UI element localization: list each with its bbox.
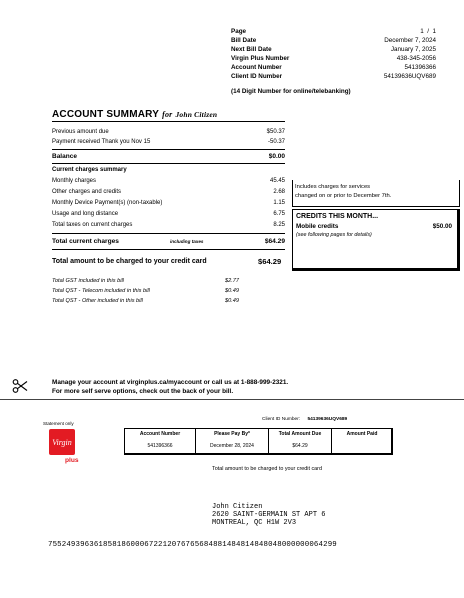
current-charges-heading — [52, 166, 285, 175]
charged-line — [52, 256, 285, 268]
current-heading-label: Current charges summary — [52, 167, 127, 173]
qst-telecom-label: Total QST - Telecom included in this bill — [52, 288, 150, 294]
includes-box-left-edge — [292, 180, 293, 207]
previous-due-value: $50.37 — [266, 129, 285, 135]
bill-date-value: December 7, 2024 — [384, 37, 436, 44]
credits-title: CREDITS THIS MONTH... — [296, 213, 379, 220]
next-bill-date-value: January 7, 2025 — [390, 46, 436, 53]
address-name: John Citizen — [212, 503, 263, 511]
page-row — [231, 27, 436, 36]
balance-line — [52, 152, 285, 161]
stub-account-label: Account Number — [139, 431, 181, 437]
gst-line — [52, 276, 242, 286]
account-number-value: 541396366 — [404, 64, 436, 71]
includes-charges-text — [295, 183, 459, 201]
device-payment-line — [52, 199, 285, 208]
stub-pay-by-value: December 28, 2024 — [210, 443, 254, 449]
total-current-label: Total current charges — [52, 238, 119, 245]
stub-charged-note: Total amount to be charged to your credit card — [212, 466, 322, 472]
client-id-value: 54139636UQV689 — [383, 73, 436, 80]
usage-label: Usage and long distance — [52, 211, 119, 217]
mobile-credits-label: Mobile credits — [296, 223, 339, 230]
other-charges-line — [52, 188, 285, 197]
manage-account-text — [52, 378, 288, 396]
statement-only-label: Statement only — [43, 421, 74, 426]
stub-col-total-due — [269, 429, 331, 453]
monthly-label: Monthly charges — [52, 178, 97, 184]
payment-line — [52, 138, 285, 147]
see-following-note: (see following pages for details) — [296, 232, 372, 238]
brand-wordmark: Virgin — [52, 438, 72, 447]
previous-due-label: Previous amount due — [52, 129, 109, 135]
device-label: Monthly Device Payment(s) (non-taxable) — [52, 200, 163, 206]
qst-other-label: Total QST - Other included in this bill — [52, 298, 143, 304]
taxes-label: Total taxes on current charges — [52, 222, 133, 228]
page-value: 1 / 1 — [420, 28, 436, 35]
for-label: for — [162, 110, 173, 119]
tear-line — [0, 399, 464, 400]
account-number-row — [231, 63, 436, 72]
manage-line-2: For more self serve options, check out the back of your bill. — [52, 388, 234, 395]
virgin-logo — [49, 429, 75, 455]
previous-due-line — [52, 128, 285, 137]
current-rule-top — [52, 233, 285, 234]
title-rule — [52, 121, 285, 122]
account-summary-title — [52, 109, 217, 120]
taxes-value: 8.25 — [273, 222, 285, 228]
client-id-label: Client ID Number — [231, 73, 283, 80]
stub-pay-by-label: Please Pay By* — [214, 431, 250, 437]
phone-number-row — [231, 54, 436, 63]
client-id-note: (14 Digit Number for online/telebanking) — [231, 88, 351, 95]
payment-value: -50.37 — [267, 139, 285, 145]
usage-value: 6.75 — [273, 211, 285, 217]
other-label: Other charges and credits — [52, 189, 122, 195]
payment-label: Payment received Thank you Nov 15 — [52, 139, 151, 145]
charged-label: Total amount to be charged to your credit card — [52, 258, 207, 265]
taxes-line — [52, 221, 285, 230]
phone-number-label: Virgin Plus Number — [231, 55, 290, 62]
account-number-label: Account Number — [231, 64, 282, 71]
qst-other-value: $0.49 — [225, 298, 239, 304]
payment-stub-table — [124, 428, 393, 455]
monthly-value: 45.45 — [269, 178, 285, 184]
balance-value: $0.00 — [268, 153, 285, 160]
includes-line-2: changed on or prior to December 7th. — [295, 193, 392, 199]
stub-client-id — [262, 417, 347, 422]
plus-wordmark: plus — [65, 457, 79, 464]
balance-rule-bottom — [52, 163, 285, 164]
summary-heading: ACCOUNT SUMMARY — [52, 109, 160, 120]
scissors-icon — [12, 378, 28, 394]
total-current-line — [52, 237, 285, 247]
next-bill-date-label: Next Bill Date — [231, 46, 272, 53]
monthly-charges-line — [52, 177, 285, 186]
address-line-1: 2620 SAINT-GERMAIN ST APT 6 — [212, 511, 326, 519]
stub-client-id-label: Client ID Number: — [262, 417, 301, 422]
device-value: 1.15 — [273, 200, 285, 206]
stub-account-value: 541396366 — [147, 443, 173, 449]
qst-other-line — [52, 296, 242, 306]
includes-line-1: Includes charges for services — [295, 184, 371, 190]
qst-telecom-value: $0.49 — [225, 288, 239, 294]
stub-total-due-value: $64.29 — [292, 443, 308, 449]
qst-telecom-line — [52, 286, 242, 296]
stub-amount-paid-label: Amount Paid — [346, 431, 378, 437]
other-value: 2.68 — [273, 189, 285, 195]
charged-value: $64.29 — [258, 257, 282, 266]
manage-line-1: Manage your account at virginplus.ca/myaccount or call us at 1-888-999-2321. — [52, 379, 289, 386]
stub-col-account — [125, 429, 195, 453]
credits-box — [292, 209, 460, 271]
stub-col-amount-paid[interactable] — [332, 429, 392, 453]
page-label: Page — [231, 28, 247, 35]
balance-rule-top — [52, 149, 285, 150]
address-line-2: MONTREAL, QC H1W 2V3 — [212, 519, 297, 527]
mobile-credits-value: $50.00 — [432, 223, 452, 230]
bill-date-label: Bill Date — [231, 37, 257, 44]
total-current-value: $64.29 — [264, 238, 285, 245]
balance-label: Balance — [52, 153, 77, 160]
gst-label: Total GST included in this bill — [52, 278, 124, 284]
stub-col-pay-by — [196, 429, 268, 453]
stub-total-due-label: Total Amount Due — [278, 431, 322, 437]
including-taxes-label: including taxes — [170, 239, 204, 244]
next-bill-date-row — [231, 45, 436, 54]
mailing-address — [212, 503, 325, 527]
gst-value: $2.77 — [225, 278, 239, 284]
micr-line: 755249396361858186000672212076765684881484814848048000000064299 — [48, 541, 337, 549]
stub-client-id-value: 54139636UQV689 — [307, 417, 348, 422]
phone-number-value: 438-345-2056 — [396, 55, 436, 62]
current-rule-bottom — [52, 249, 285, 250]
customer-name: John Citizen — [175, 110, 218, 119]
client-id-row — [231, 72, 436, 81]
usage-line — [52, 210, 285, 219]
bill-date-row — [231, 36, 436, 45]
